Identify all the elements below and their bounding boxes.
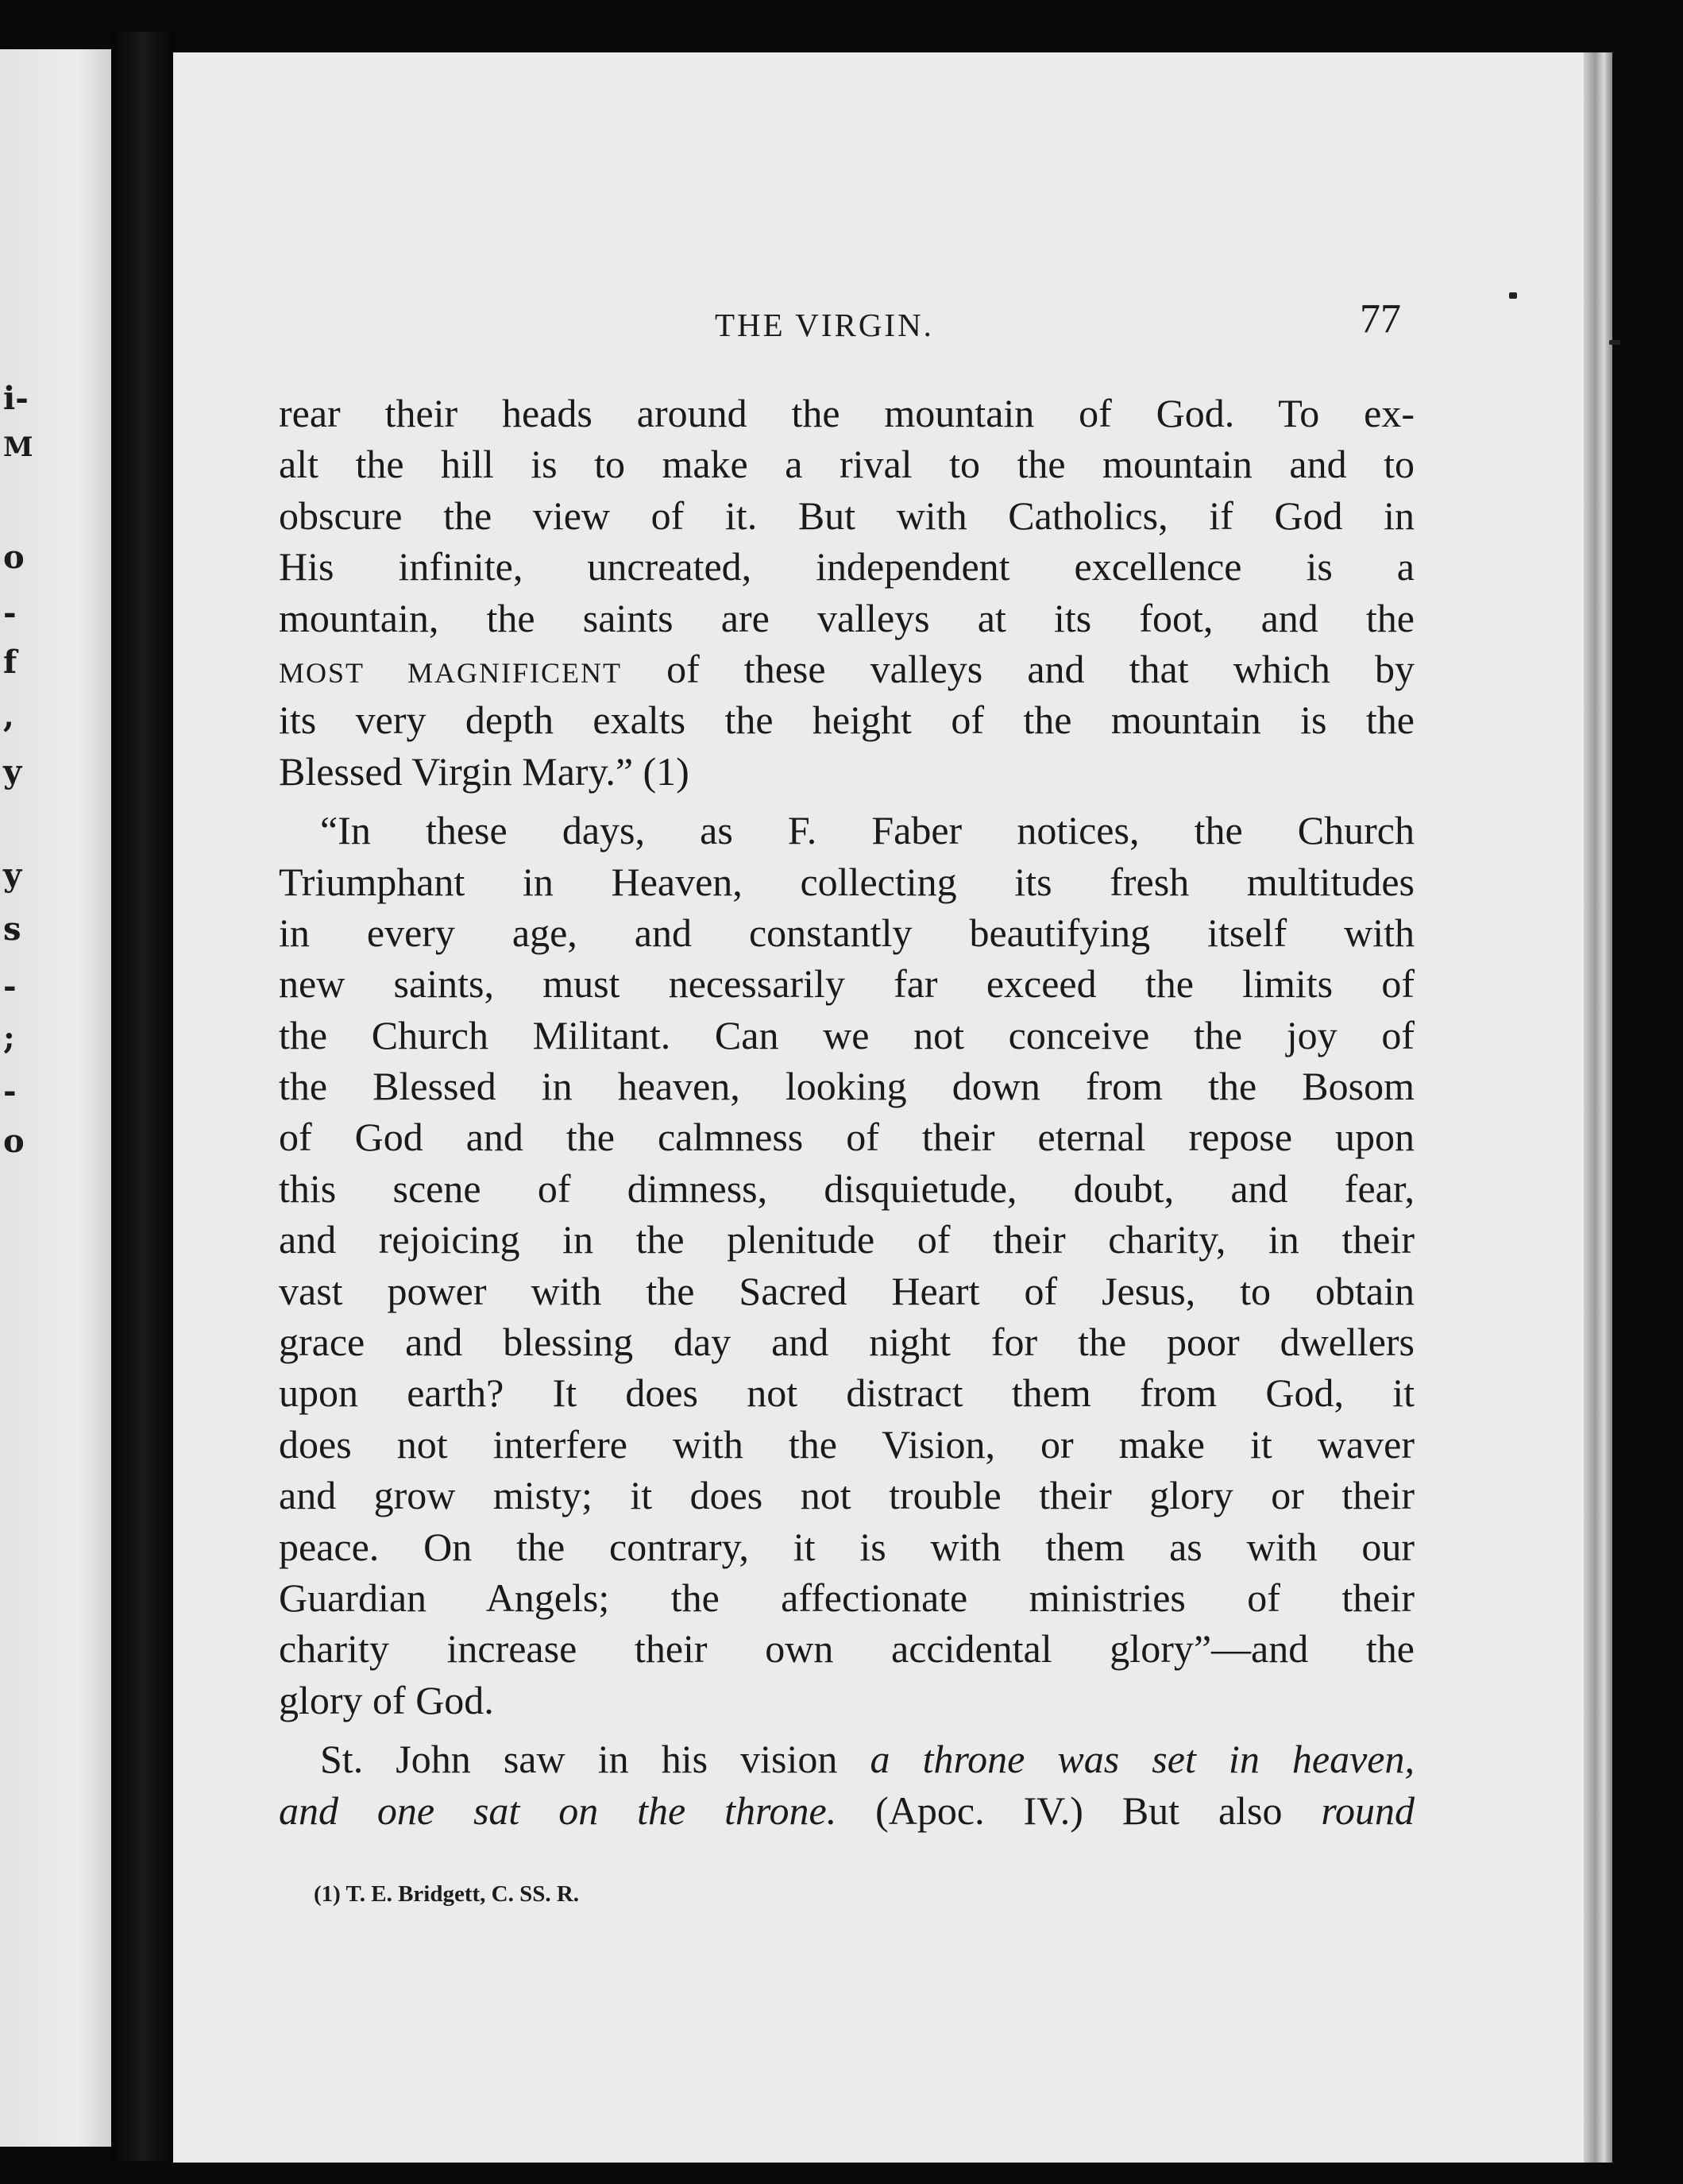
text-line: His infinite, uncreated, independent excellence is a — [279, 544, 1415, 589]
facing-page-fragment: - — [3, 968, 17, 1005]
facing-page-fragment: - — [3, 594, 17, 632]
text-line: Triumphant in Heaven, collecting its fresh multitudes — [279, 859, 1415, 904]
text-line: “In these days, as F. Faber notices, the Church — [320, 808, 1415, 853]
facing-page-fragment: s — [3, 910, 21, 948]
page-edge — [1584, 52, 1612, 2163]
page-number: 77 — [1360, 296, 1401, 342]
text-line: grace and blessing day and night for the poor dwellers — [279, 1320, 1415, 1365]
text-line: mountain, the saints are valleys at its foot, and the — [279, 595, 1415, 640]
text-line: upon earth? It does not distract them from God, it — [279, 1370, 1415, 1416]
text-line: MOST MAGNIFICENT of these valleys and that which by — [279, 646, 1415, 691]
running-head: THE VIRGIN. — [715, 307, 934, 343]
page-body-text — [279, 388, 1415, 1836]
text-line: charity increase their own accidental glory”—and the — [279, 1626, 1415, 1672]
facing-page-fragment: f — [3, 644, 17, 681]
text-line: obscure the view of it. But with Catholics, if God in — [279, 493, 1415, 538]
scan-speck — [1609, 340, 1620, 345]
book-gutter — [111, 32, 175, 2161]
text-line: peace. On the contrary, it is with them as with our — [279, 1524, 1415, 1569]
facing-page-fragment: - — [3, 1073, 17, 1110]
scan-speck — [1509, 292, 1517, 299]
facing-page-fragment: i- — [3, 380, 29, 417]
italic-quotation: a throne was set in heaven, — [870, 1737, 1415, 1782]
text-line: Guardian Angels; the affectionate ministries of their — [279, 1575, 1415, 1620]
italic-quotation: and one sat on the throne. — [279, 1788, 837, 1833]
text-line: and one sat on the throne. (Apoc. IV.) But also round — [279, 1788, 1415, 1833]
text-line: rear their heads around the mountain of God. To ex- — [279, 391, 1415, 435]
text-line: St. John saw in his vision a throne was set in heaven, — [320, 1737, 1415, 1782]
text-line: new saints, must necessarily far exceed the limits of — [279, 961, 1415, 1007]
text-line: does not interfere with the Vision, or make it waver — [279, 1421, 1415, 1467]
text-line: the Church Militant. Can we not conceive the joy of — [279, 1012, 1415, 1057]
facing-page-fragment: y — [3, 856, 22, 894]
text-line: of God and the calmness of their eternal repose upon — [279, 1115, 1415, 1160]
footnote: (1) T. E. Bridgett, C. SS. R. — [314, 1881, 580, 1907]
text-line: this scene of dimness, disquietude, doubt, and fear, — [279, 1165, 1415, 1211]
text-line: glory of God. — [279, 1677, 494, 1722]
facing-page-sliver — [0, 49, 111, 2147]
text-line: and rejoicing in the plenitude of their charity, in their — [279, 1217, 1415, 1262]
text-line: its very depth exalts the height of the mountain is the — [279, 698, 1415, 743]
italic-quotation: round — [1321, 1788, 1415, 1833]
facing-page-fragment: y — [3, 753, 22, 790]
facing-page-fragment: , — [3, 698, 14, 735]
facing-page-fragment: M — [3, 431, 33, 463]
text-line: in every age, and constantly beautifying itself with — [279, 910, 1415, 955]
facing-page-fragment: o — [3, 539, 25, 576]
text-line: the Blessed in heaven, looking down from the Bosom — [279, 1064, 1415, 1109]
text-line: vast power with the Sacred Heart of Jesus, to obtain — [279, 1268, 1415, 1313]
small-caps-phrase: MOST MAGNIFICENT — [279, 656, 622, 689]
facing-page-fragment: o — [3, 1123, 25, 1160]
facing-page-fragment: ; — [3, 1019, 15, 1057]
text-line: alt the hill is to make a rival to the mountain and to — [279, 442, 1415, 487]
text-line: Blessed Virgin Mary.” (1) — [279, 748, 689, 794]
text-line: and grow misty; it does not trouble their glory or their — [279, 1473, 1415, 1518]
